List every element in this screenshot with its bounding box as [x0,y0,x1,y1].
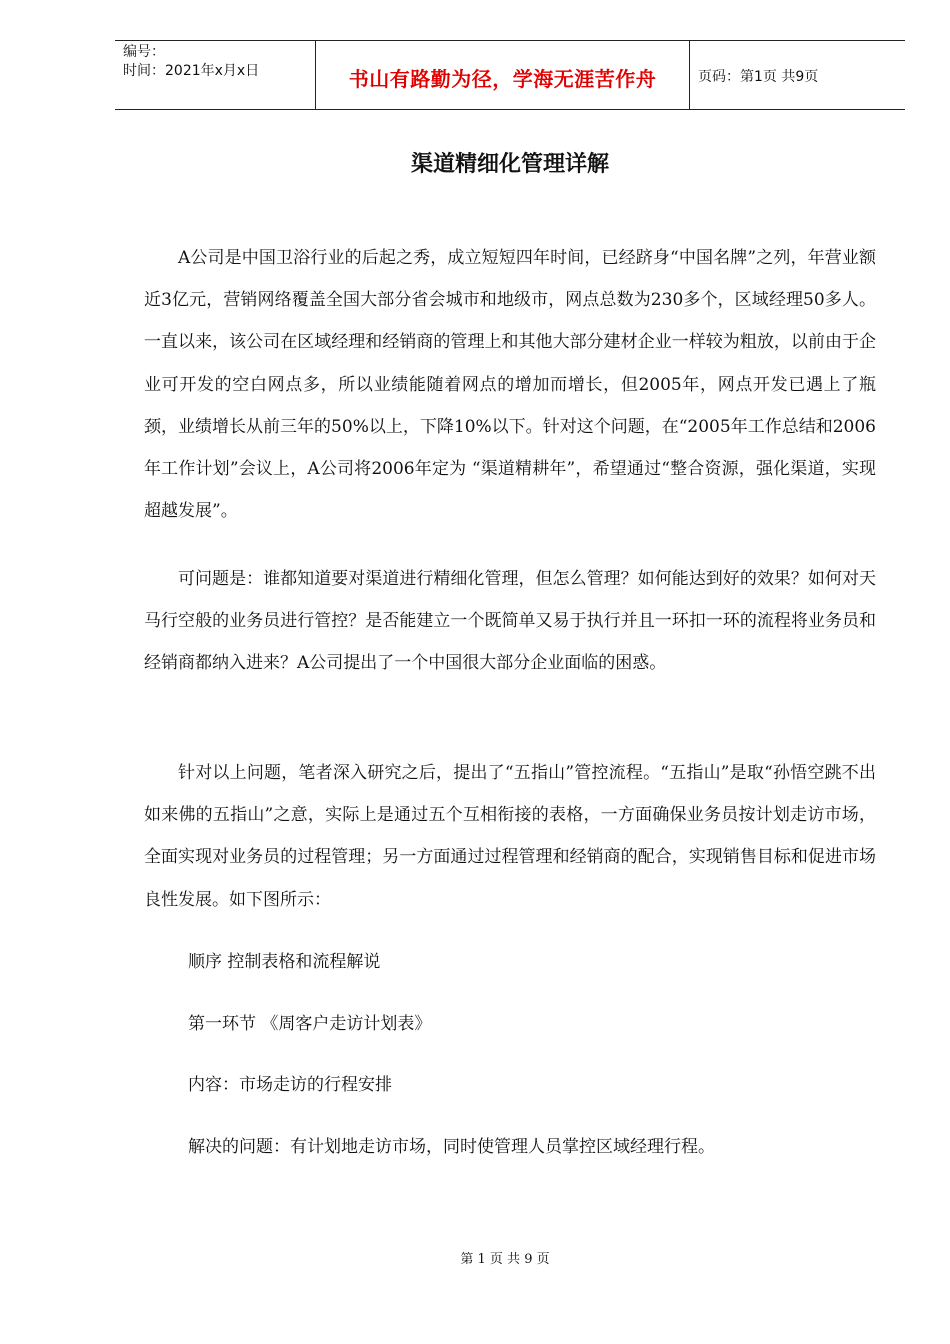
body-line: 解决的问题：有计划地走访市场，同时使管理人员掌控区域经理行程。 [188,1137,715,1157]
header-meta-cell [115,41,316,109]
body-line: 第一环节 《周客户走访计划表》 [188,1014,432,1034]
header-page-info: 页码：第1页 共9页 [698,69,819,85]
serial-label: 编号： [123,44,165,60]
body-line: 顺序 控制表格和流程解说 [188,952,381,972]
header-motto: 书山有路勤为径，学海无涯苦作舟 [348,66,657,91]
header-page-cell [690,41,905,109]
body-paragraph: 可问题是：谁都知道要对渠道进行精细化管理，但怎么管理？如何能达到好的效果？如何对天马行空般的业务员进行管控？是否能建立一个既简单又易于执行并且一环扣一环的流程将业务员和经销商都纳入进来？A公司提出了一个中国很大部分企业面临的困惑。 [144,569,876,674]
document-title: 渠道精细化管理详解 [410,152,609,177]
body-line: 内容：市场走访的行程安排 [188,1075,392,1095]
body-paragraph: A公司是中国卫浴行业的后起之秀，成立短短四年时间，已经跻身“中国名牌”之列，年营业额近3亿元，营销网络覆盖全国大部分省会城市和地级市，网点总数为230多个，区域经理50多人。一直以来，该公司在区域经理和经销商的管理上和其他大部分建材企业一样较为粗放，以前由于企业可开发的空白网点多，所以业绩能随着网点的增加而增长，但2005年，网点开发已遇上了瓶颈，业绩增长从前三年的50%以上，下降10%以下。针对这个问题，在“2005年工作总结和2006年工作计划”会议上，A公司将2006年定为 “渠道精耕年”，希望通过“整合资源，强化渠道，实现超越发展”。 [144,248,876,522]
document-header [115,40,905,110]
time-label: 时间：2021年x月x日 [123,63,260,79]
header-motto-cell [316,41,690,109]
body-paragraph: 针对以上问题，笔者深入研究之后，提出了“五指山”管控流程。“五指山”是取“孙悟空跳不出如来佛的五指山”之意，实际上是通过五个互相衔接的表格，一方面确保业务员按计划走访市场，全面实现对业务员的过程管理；另一方面通过过程管理和经销商的配合，实现销售目标和促进市场良性发展。如下图所示： [144,763,876,910]
page-footer: 第 1 页 共 9 页 [460,1252,550,1267]
